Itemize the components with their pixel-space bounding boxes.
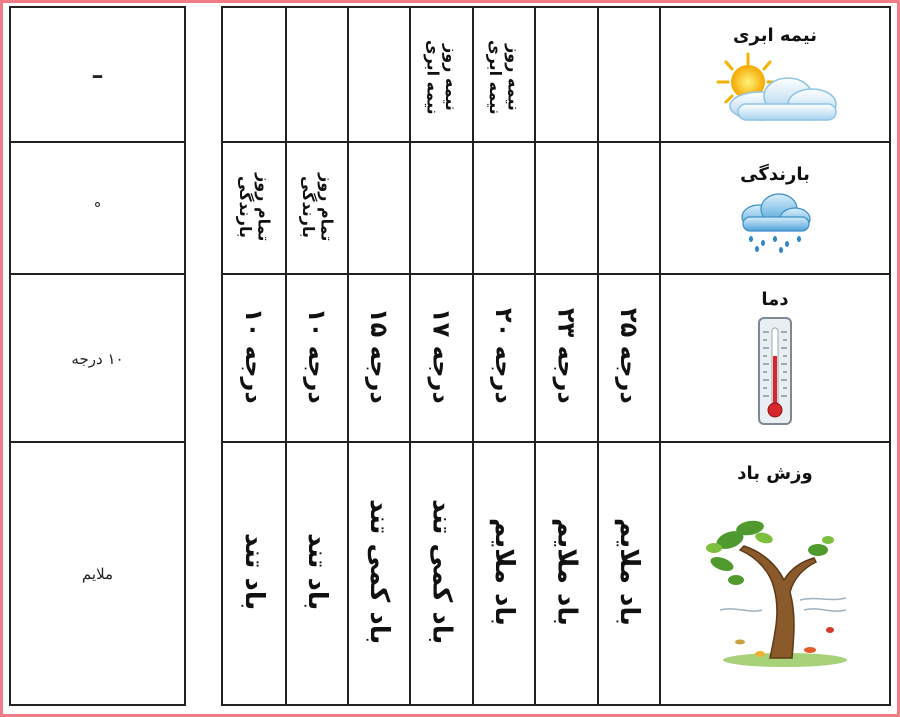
wind-day-7: باد ملایم [598, 442, 660, 705]
temp-day-7: ۲۵ درجه [598, 274, 660, 442]
cloud-day-6 [535, 7, 598, 142]
cloud-day-3 [348, 7, 410, 142]
windy-tree-icon [700, 510, 850, 670]
thermometer-icon [755, 316, 795, 428]
wind-day-2: باد تند [286, 442, 348, 705]
header-temp-label: دما [761, 288, 789, 310]
row-temp [222, 274, 890, 442]
wind-day-1: باد تند [222, 442, 286, 705]
temp-day-3: ۱۵ درجه [348, 274, 410, 442]
summary-rain-value: ° [93, 198, 102, 218]
header-rain [660, 142, 890, 274]
header-cloud-label: نیمه ابری [733, 25, 817, 46]
summary-temp-cell [10, 274, 185, 442]
rain-day-1: تمام روز بارندگی [222, 142, 286, 274]
cloud-day-2 [286, 7, 348, 142]
temp-day-5: ۲۰ درجه [473, 274, 535, 442]
summary-table [9, 6, 186, 706]
rain-cloud-icon [735, 191, 815, 253]
row-rain [222, 142, 890, 274]
rain-day-4 [410, 142, 473, 274]
summary-cloud-value: – [91, 60, 104, 89]
cloud-day-7 [598, 7, 660, 142]
header-cloud [660, 7, 890, 142]
row-cloud [222, 7, 890, 142]
wind-day-5: باد ملایم [473, 442, 535, 705]
wind-day-4: باد کمی تند [410, 442, 473, 705]
rain-day-5 [473, 142, 535, 274]
header-rain-label: بارندگی [740, 163, 810, 185]
weather-table [221, 6, 891, 706]
header-wind-label: وزش باد [737, 463, 813, 484]
rain-day-6 [535, 142, 598, 274]
summary-wind-cell [10, 442, 185, 705]
row-wind [222, 442, 890, 705]
summary-cloud-cell [10, 7, 185, 142]
temp-day-4: ۱۷ درجه [410, 274, 473, 442]
cloud-day-4: نیمه روز نیمه ابری [410, 7, 473, 142]
partly-cloudy-icon [710, 52, 840, 124]
temp-day-6: ۲۳ درجه [535, 274, 598, 442]
cloud-day-5: نیمه روز نیمه ابری [473, 7, 535, 142]
summary-temp-value: ۱۰ درجه [71, 349, 124, 368]
header-wind [660, 442, 890, 705]
summary-rain-cell [10, 142, 185, 274]
cloud-day-1 [222, 7, 286, 142]
rain-day-2: تمام روز بارندگی [286, 142, 348, 274]
header-temp [660, 274, 890, 442]
summary-wind-value: ملایم [81, 565, 114, 583]
wind-day-6: باد ملایم [535, 442, 598, 705]
rain-day-3 [348, 142, 410, 274]
rain-day-7 [598, 142, 660, 274]
temp-day-2: ۱۰ درجه [286, 274, 348, 442]
temp-day-1: ۱۰ درجه [222, 274, 286, 442]
wind-day-3: باد کمی تند [348, 442, 410, 705]
